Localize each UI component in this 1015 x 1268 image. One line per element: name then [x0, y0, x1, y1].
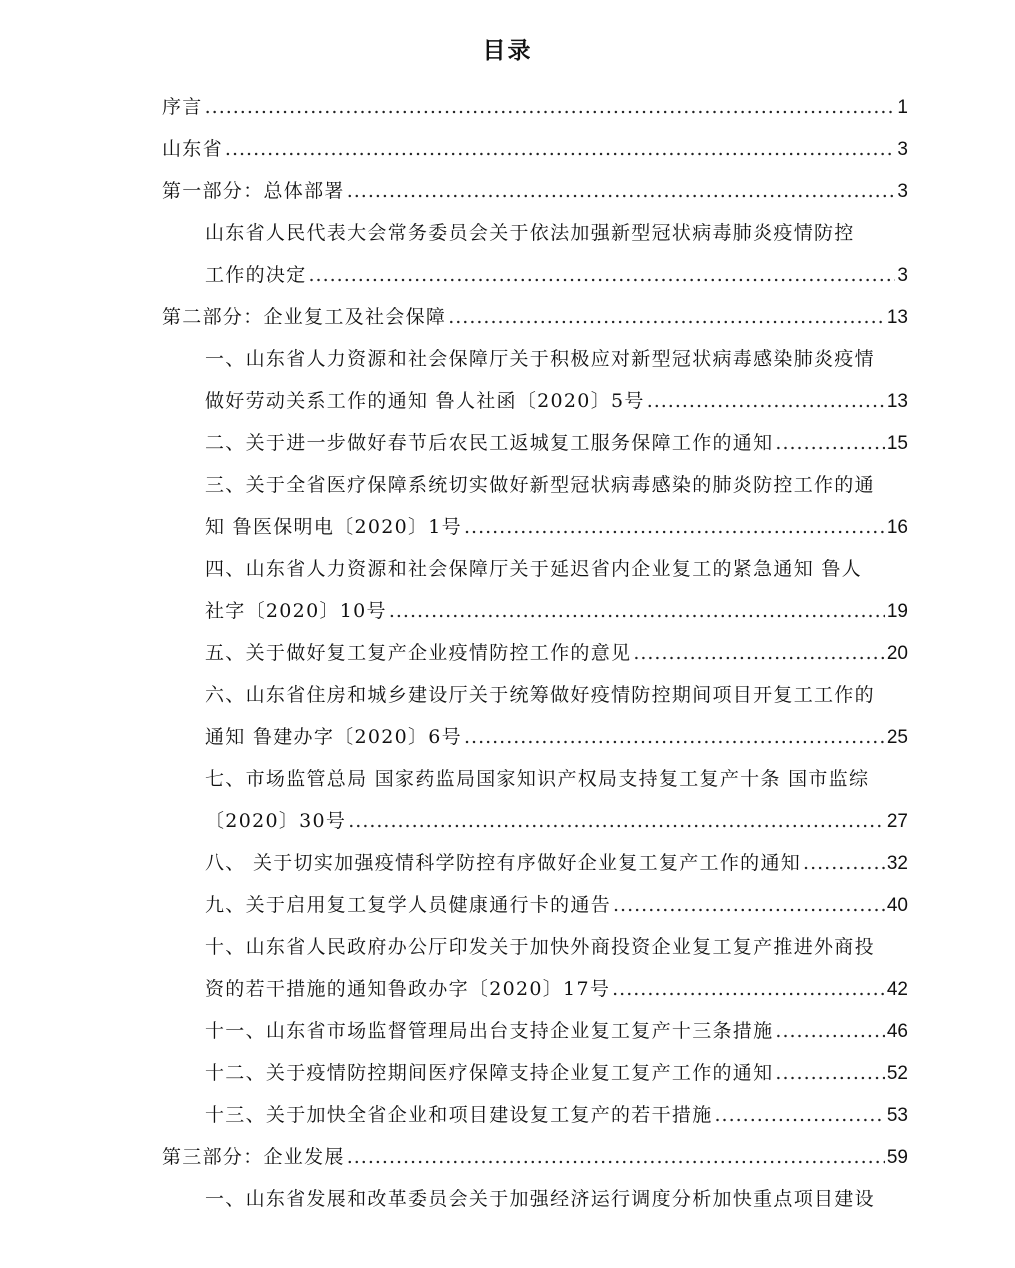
toc-entry-text: 第三部分：企业发展 — [162, 1146, 345, 1168]
toc-page-number: 19 — [886, 601, 908, 622]
toc-entry-line[interactable] — [0, 842, 908, 884]
toc-entry-text-line1: 七、市场监管总局 国家药监局国家知识产权局支持复工复产十条 国市监综 — [205, 768, 870, 790]
toc-page-number: 13 — [886, 391, 908, 412]
toc-entry-line[interactable] — [0, 926, 908, 968]
toc-entry-text: 十三、关于加快全省企业和项目建设复工复产的若干措施 — [205, 1104, 713, 1126]
toc-entry-text: 九、关于启用复工复学人员健康通行卡的通告 — [205, 894, 612, 916]
toc-page-number: 46 — [886, 1021, 908, 1042]
toc-entry-line[interactable] — [0, 800, 908, 842]
toc-page-number: 53 — [886, 1105, 908, 1126]
toc-page-number: 20 — [886, 643, 908, 664]
toc-entry-part-two[interactable] — [0, 296, 908, 338]
toc-entry-text: 十一、山东省市场监督管理局出台支持企业复工复产十三条措施 — [205, 1020, 774, 1042]
toc-entry-text: 做好劳动关系工作的通知 鲁人社函〔2020〕5号 — [205, 390, 645, 412]
toc-page-number: 27 — [886, 811, 908, 832]
dot-leader — [775, 422, 884, 464]
toc-page-number: 32 — [886, 853, 908, 874]
dot-leader — [389, 590, 885, 632]
toc-entry-text: 知 鲁医保明电〔2020〕1号 — [205, 516, 462, 538]
toc-page-number: 3 — [897, 139, 908, 160]
dot-leader — [205, 86, 896, 128]
page-title: 目录 — [482, 37, 533, 64]
dot-leader — [347, 1136, 885, 1178]
toc-entry-line[interactable] — [0, 422, 908, 464]
toc-entry-text: 五、关于做好复工复产企业疫情防控工作的意见 — [205, 642, 632, 664]
toc-page-number: 40 — [886, 895, 908, 916]
toc-entry-line[interactable] — [0, 716, 908, 758]
toc-entry-text: 资的若干措施的通知鲁政办字〔2020〕17号 — [205, 978, 611, 1000]
toc-entry-line[interactable] — [0, 464, 908, 506]
toc-page-number: 3 — [897, 265, 908, 286]
dot-leader — [647, 380, 885, 422]
toc-page-number: 59 — [886, 1147, 908, 1168]
toc-page-number: 16 — [886, 517, 908, 538]
toc-page-number: 52 — [886, 1063, 908, 1084]
toc-entry-line[interactable] — [0, 632, 908, 674]
toc-entry-line[interactable] — [0, 380, 908, 422]
toc-entry-text: 山东省 — [162, 138, 223, 160]
toc-entry-text-line1: 六、山东省住房和城乡建设厅关于统筹做好疫情防控期间项目开复工工作的 — [205, 684, 875, 706]
dot-leader — [464, 506, 885, 548]
toc-page-number: 42 — [886, 979, 908, 1000]
toc-entry-line[interactable] — [0, 884, 908, 926]
dot-leader — [613, 884, 885, 926]
toc-entry-line[interactable] — [0, 254, 908, 296]
toc-entry-text-line1: 三、关于全省医疗保障系统切实做好新型冠状病毒感染的肺炎防控工作的通 — [205, 474, 875, 496]
dot-leader — [803, 842, 885, 884]
toc-entry-text-line1: 一、山东省人力资源和社会保障厅关于积极应对新型冠状病毒感染肺炎疫情 — [205, 348, 875, 370]
toc-entry-line[interactable] — [0, 674, 908, 716]
dot-leader — [225, 128, 896, 170]
toc-entry-line[interactable] — [0, 212, 908, 254]
toc-entry-line[interactable] — [0, 548, 908, 590]
toc-page-number: 3 — [897, 181, 908, 202]
toc-entry-text: 通知 鲁建办字〔2020〕6号 — [205, 726, 462, 748]
toc-entry-text: 社字〔2020〕10号 — [205, 600, 387, 622]
toc-entry-text-line1: 四、山东省人力资源和社会保障厅关于延迟省内企业复工的紧急通知 鲁人 — [205, 558, 862, 580]
toc-entry-text: 第二部分：企业复工及社会保障 — [162, 306, 447, 328]
toc-entry-line[interactable] — [0, 590, 908, 632]
toc-entry-line[interactable] — [0, 968, 908, 1010]
toc-entry-text: 工作的决定 — [205, 264, 307, 286]
toc-entry-text-line1: 一、山东省发展和改革委员会关于加强经济运行调度分析加快重点项目建设 — [205, 1188, 875, 1210]
toc-entry-text: 序言 — [162, 96, 203, 118]
toc-entry-line[interactable] — [0, 506, 908, 548]
toc-page-number: 25 — [886, 727, 908, 748]
toc-entry-line[interactable] — [0, 1178, 908, 1220]
toc-entry-text: 十二、关于疫情防控期间医疗保障支持企业复工复产工作的通知 — [205, 1062, 774, 1084]
toc-page-number: 13 — [886, 307, 908, 328]
toc-entry-part-one[interactable] — [0, 170, 908, 212]
toc-entry-line[interactable] — [0, 1052, 908, 1094]
toc-entry-text-line1: 十、山东省人民政府办公厅印发关于加快外商投资企业复工复产推进外商投 — [205, 936, 875, 958]
toc-entry-shandong[interactable] — [0, 128, 908, 170]
toc-entry-line[interactable] — [0, 1094, 908, 1136]
toc-entry-text: 第一部分：总体部署 — [162, 180, 345, 202]
dot-leader — [309, 254, 896, 296]
dot-leader — [612, 968, 885, 1010]
toc-entry-line[interactable] — [0, 1010, 908, 1052]
toc-page-number: 1 — [897, 97, 908, 118]
dot-leader — [775, 1052, 884, 1094]
dot-leader — [633, 632, 885, 674]
toc-entry-text-line1: 山东省人民代表大会常务委员会关于依法加强新型冠状病毒肺炎疫情防控 — [205, 222, 855, 244]
table-of-contents — [0, 86, 1015, 1220]
dot-leader — [715, 1094, 885, 1136]
toc-entry-text: 二、关于进一步做好春节后农民工返城复工服务保障工作的通知 — [205, 432, 774, 454]
dot-leader — [464, 716, 885, 758]
toc-entry-line[interactable] — [0, 758, 908, 800]
toc-entry-text: 八、 关于切实加强疫情科学防控有序做好企业复工复产工作的通知 — [205, 852, 802, 874]
toc-page-number: 15 — [886, 433, 908, 454]
dot-leader — [775, 1010, 884, 1052]
toc-entry-part-three[interactable] — [0, 1136, 908, 1178]
toc-entry-preface[interactable] — [0, 86, 908, 128]
dot-leader — [347, 170, 896, 212]
toc-entry-line[interactable] — [0, 338, 908, 380]
dot-leader — [348, 800, 885, 842]
toc-entry-text: 〔2020〕30号 — [205, 810, 347, 832]
dot-leader — [448, 296, 885, 338]
